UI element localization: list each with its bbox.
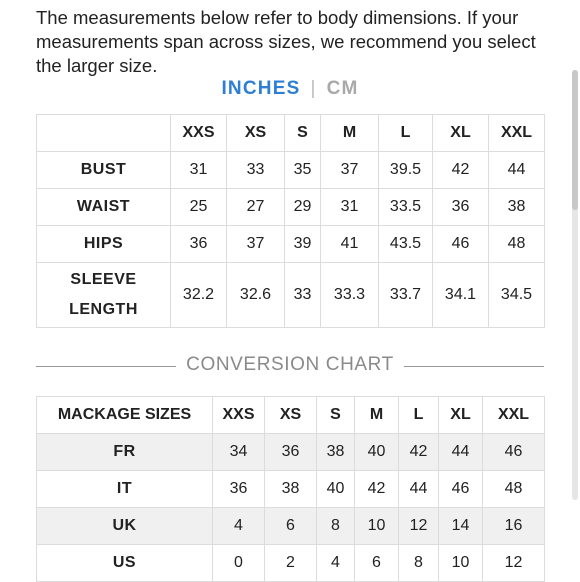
scroll-thumb[interactable] bbox=[572, 70, 578, 210]
row-label-fr: FR bbox=[37, 434, 213, 471]
table-cell: 33 bbox=[227, 152, 285, 189]
header-cell: M bbox=[321, 115, 379, 152]
table-cell: 41 bbox=[321, 226, 379, 263]
table-cell: 25 bbox=[171, 189, 227, 226]
table-cell: 36 bbox=[433, 189, 489, 226]
table-cell: 2 bbox=[265, 545, 317, 582]
header-cell: XXL bbox=[483, 397, 545, 434]
table-cell: 12 bbox=[483, 545, 545, 582]
table-cell: 8 bbox=[317, 508, 355, 545]
header-cell: S bbox=[317, 397, 355, 434]
table-cell: 36 bbox=[171, 226, 227, 263]
unit-inches-tab[interactable]: INCHES bbox=[221, 78, 301, 99]
table-cell: 42 bbox=[433, 152, 489, 189]
intro-text: The measurements below refer to body dimensions. If your measurements span across sizes, we recommend you select the larger size. bbox=[36, 7, 536, 76]
table-cell: 16 bbox=[483, 508, 545, 545]
table-row bbox=[37, 152, 545, 189]
table-cell: 38 bbox=[489, 189, 545, 226]
header-cell bbox=[37, 115, 171, 152]
table-cell: 29 bbox=[285, 189, 321, 226]
table-cell: 31 bbox=[171, 152, 227, 189]
table-cell: 46 bbox=[433, 226, 489, 263]
row-label-waist: WAIST bbox=[37, 189, 171, 226]
header-cell: L bbox=[379, 115, 433, 152]
row-label-sleeve-length bbox=[37, 263, 171, 328]
table-cell: 33.3 bbox=[321, 263, 379, 328]
table-cell: 42 bbox=[355, 471, 399, 508]
table-cell: 37 bbox=[227, 226, 285, 263]
unit-separator: | bbox=[310, 78, 317, 99]
unit-cm-tab[interactable]: CM bbox=[326, 78, 359, 99]
header-cell: XS bbox=[227, 115, 285, 152]
header-cell: XL bbox=[439, 397, 483, 434]
table-cell: 43.5 bbox=[379, 226, 433, 263]
table-cell: 8 bbox=[399, 545, 439, 582]
table-cell: 34.5 bbox=[489, 263, 545, 328]
row-label-line: SLEEVE bbox=[70, 271, 137, 288]
row-label-bust: BUST bbox=[37, 152, 171, 189]
header-cell: L bbox=[399, 397, 439, 434]
table-row bbox=[37, 471, 545, 508]
table-cell: 36 bbox=[213, 471, 265, 508]
row-label-uk: UK bbox=[37, 508, 213, 545]
table-row bbox=[37, 434, 545, 471]
table-cell: 44 bbox=[399, 471, 439, 508]
header-cell: XXL bbox=[489, 115, 545, 152]
conversion-title: CONVERSION CHART bbox=[176, 354, 404, 375]
row-label-us: US bbox=[37, 545, 213, 582]
scrollbar[interactable] bbox=[572, 70, 578, 500]
header-cell: XS bbox=[265, 397, 317, 434]
size-table-header-row bbox=[37, 115, 545, 152]
table-cell: 48 bbox=[489, 226, 545, 263]
table-cell: 48 bbox=[483, 471, 545, 508]
table-row bbox=[37, 226, 545, 263]
table-cell: 0 bbox=[213, 545, 265, 582]
table-cell: 27 bbox=[227, 189, 285, 226]
table-cell: 39 bbox=[285, 226, 321, 263]
table-cell: 40 bbox=[317, 471, 355, 508]
conversion-chart-heading bbox=[36, 354, 544, 378]
row-label-line: LENGTH bbox=[69, 301, 138, 318]
table-cell: 32.6 bbox=[227, 263, 285, 328]
table-cell: 34 bbox=[213, 434, 265, 471]
header-cell: XXS bbox=[213, 397, 265, 434]
header-cell: MACKAGE SIZES bbox=[37, 397, 213, 434]
table-cell: 46 bbox=[483, 434, 545, 471]
table-cell: 38 bbox=[265, 471, 317, 508]
table-cell: 42 bbox=[399, 434, 439, 471]
header-cell: XXS bbox=[171, 115, 227, 152]
header-cell: M bbox=[355, 397, 399, 434]
table-row bbox=[37, 508, 545, 545]
unit-toggle bbox=[0, 78, 580, 100]
table-cell: 33.5 bbox=[379, 189, 433, 226]
table-cell: 31 bbox=[321, 189, 379, 226]
table-cell: 38 bbox=[317, 434, 355, 471]
table-cell: 33 bbox=[285, 263, 321, 328]
size-table bbox=[36, 114, 545, 328]
table-cell: 12 bbox=[399, 508, 439, 545]
table-cell: 36 bbox=[265, 434, 317, 471]
table-cell: 6 bbox=[265, 508, 317, 545]
table-cell: 39.5 bbox=[379, 152, 433, 189]
header-cell: XL bbox=[433, 115, 489, 152]
row-label-hips: HIPS bbox=[37, 226, 171, 263]
table-cell: 44 bbox=[489, 152, 545, 189]
table-cell: 34.1 bbox=[433, 263, 489, 328]
table-cell: 4 bbox=[213, 508, 265, 545]
table-cell: 35 bbox=[285, 152, 321, 189]
header-cell: S bbox=[285, 115, 321, 152]
table-cell: 40 bbox=[355, 434, 399, 471]
table-cell: 6 bbox=[355, 545, 399, 582]
table-row bbox=[37, 545, 545, 582]
table-cell: 37 bbox=[321, 152, 379, 189]
table-cell: 33.7 bbox=[379, 263, 433, 328]
table-row bbox=[37, 263, 545, 328]
table-cell: 32.2 bbox=[171, 263, 227, 328]
conversion-table bbox=[36, 396, 545, 582]
table-cell: 44 bbox=[439, 434, 483, 471]
table-cell: 10 bbox=[355, 508, 399, 545]
conversion-header-row bbox=[37, 397, 545, 434]
table-cell: 10 bbox=[439, 545, 483, 582]
table-row bbox=[37, 189, 545, 226]
table-cell: 14 bbox=[439, 508, 483, 545]
row-label-it: IT bbox=[37, 471, 213, 508]
table-cell: 4 bbox=[317, 545, 355, 582]
table-cell: 46 bbox=[439, 471, 483, 508]
